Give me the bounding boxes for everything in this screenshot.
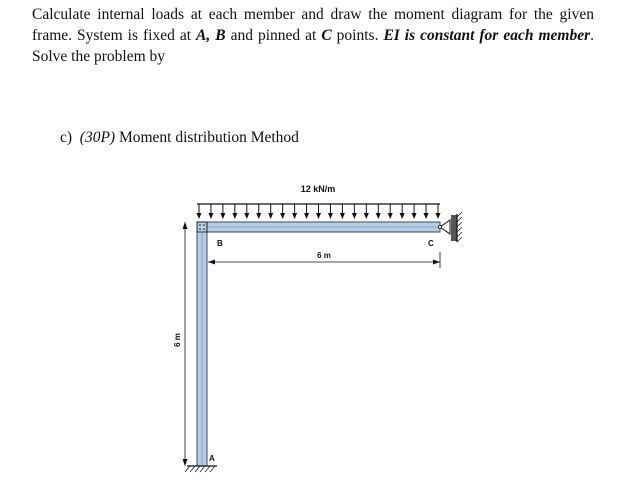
load-arrow-head [208, 213, 213, 219]
load-arrow-head [232, 213, 237, 219]
problem-text-2: and pinned at [225, 27, 322, 44]
load-arrow-head [400, 213, 405, 219]
node-a-label: A [209, 454, 215, 463]
load-arrow-head [352, 213, 357, 219]
load-arrow-head [376, 213, 381, 219]
part-points: (30P) [79, 129, 116, 146]
load-arrow-head [340, 213, 345, 219]
height-dimension [183, 222, 188, 466]
height-label: 6 m [173, 333, 182, 347]
fixed-support-a [185, 466, 217, 472]
load-arrow-head [388, 213, 393, 219]
load-arrow-head [244, 213, 249, 219]
span-label: 6 m [317, 251, 331, 260]
load-arrow-head [280, 213, 285, 219]
wall-hatch-icon [451, 212, 462, 242]
load-arrow-head [412, 213, 417, 219]
load-arrow-head [304, 213, 309, 219]
node-c-label: C [428, 239, 434, 248]
column-ab [197, 222, 207, 466]
load-arrow-head [328, 213, 333, 219]
node-b-label: B [217, 239, 223, 248]
support-a-b-label: A, B [196, 27, 226, 44]
ei-constant-text: EI is constant for each member [383, 27, 591, 44]
problem-text-4: . Solve the problem by [32, 27, 594, 65]
load-arrow-head [268, 213, 273, 219]
part-method: Moment distribution Method [115, 129, 299, 146]
load-arrows [197, 204, 441, 219]
distributed-load [197, 204, 441, 219]
load-label: 12 kN/m [300, 184, 336, 194]
problem-text-1: Calculate internal loads at each member and draw the moment diagram for the given frame. System is fixed at [32, 6, 594, 44]
load-arrow-head [292, 213, 297, 219]
load-arrow-head [197, 213, 202, 219]
beam-bc [197, 222, 440, 232]
load-arrow-head [220, 213, 225, 219]
support-c-label: C [321, 27, 332, 44]
problem-text-3: points. [331, 27, 384, 44]
load-arrow-head [424, 213, 429, 219]
load-arrow-head [256, 213, 261, 219]
load-arrow-head [364, 213, 369, 219]
load-arrow-head [316, 213, 321, 219]
part-letter: c) [60, 129, 73, 146]
load-arrow-head [436, 213, 441, 219]
